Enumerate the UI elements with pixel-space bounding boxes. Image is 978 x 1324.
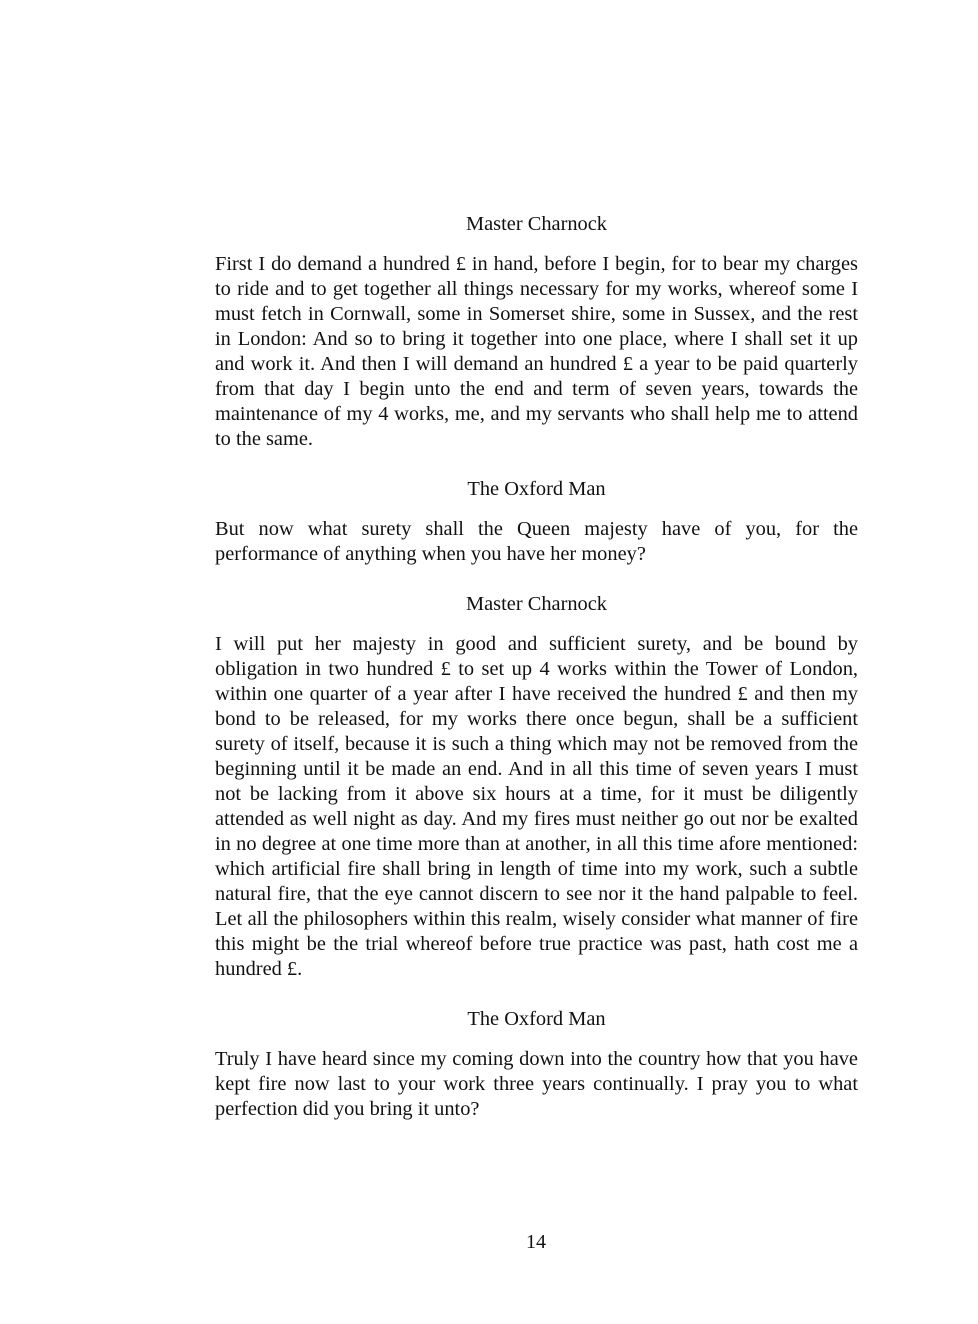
speaker-heading: Master Charnock xyxy=(466,593,607,615)
dialogue-body xyxy=(215,212,858,1122)
speaker-heading: Master Charnock xyxy=(466,213,607,235)
speech-paragraph: But now what surety shall the Queen majesty have of you, for the performance of anything when you have her money? xyxy=(215,518,858,565)
speech-paragraph: First I do demand a hundred £ in hand, before I begin, for to bear my charges to ride and to get together all things necessary for my works, whereof some I must fetch in Cornwall, some in Somerset shire, some in Sussex, and the rest in London: And so to bring it together into one place, where I shall set it up and work it. And then I will demand an hundred £ a year to be paid quarterly from that day I begin unto the end and term of seven years, towards the maintenance of my 4 works, me, and my servants who shall help me to attend to the same. xyxy=(215,253,858,450)
speaker-heading: The Oxford Man xyxy=(467,1008,606,1030)
page-number: 14 xyxy=(526,1231,546,1253)
speaker-heading: The Oxford Man xyxy=(467,478,606,500)
speech-paragraph: I will put her majesty in good and sufficient surety, and be bound by obligation in two hundred £ to set up 4 works within the Tower of London, within one quarter of a year after I have received the hundred £ and then my bond to be released, for my works there once begun, shall be a sufficient surety of itself, because it is such a thing which may not be removed from the beginning until it be made an end. And in all this time of seven years I must not be lacking from it above six hours at a time, for it must be diligently attended as well night as day. And my fires must neither go out nor be exalted in no degree at one time more than at another, in all this time afore mentioned: which artificial fire shall bring in length of time into my work, such a subtle natural fire, that the eye cannot discern to see nor it the hand palpable to feel. Let all the philosophers within this realm, wisely consider what manner of fire this might be the trial whereof before true practice was past, hath cost me a hundred £. xyxy=(215,633,858,980)
speech-paragraph: Truly I have heard since my coming down into the country how that you have kept fire now last to your work three years continually. I pray you to what perfection did you bring it unto? xyxy=(215,1048,858,1120)
